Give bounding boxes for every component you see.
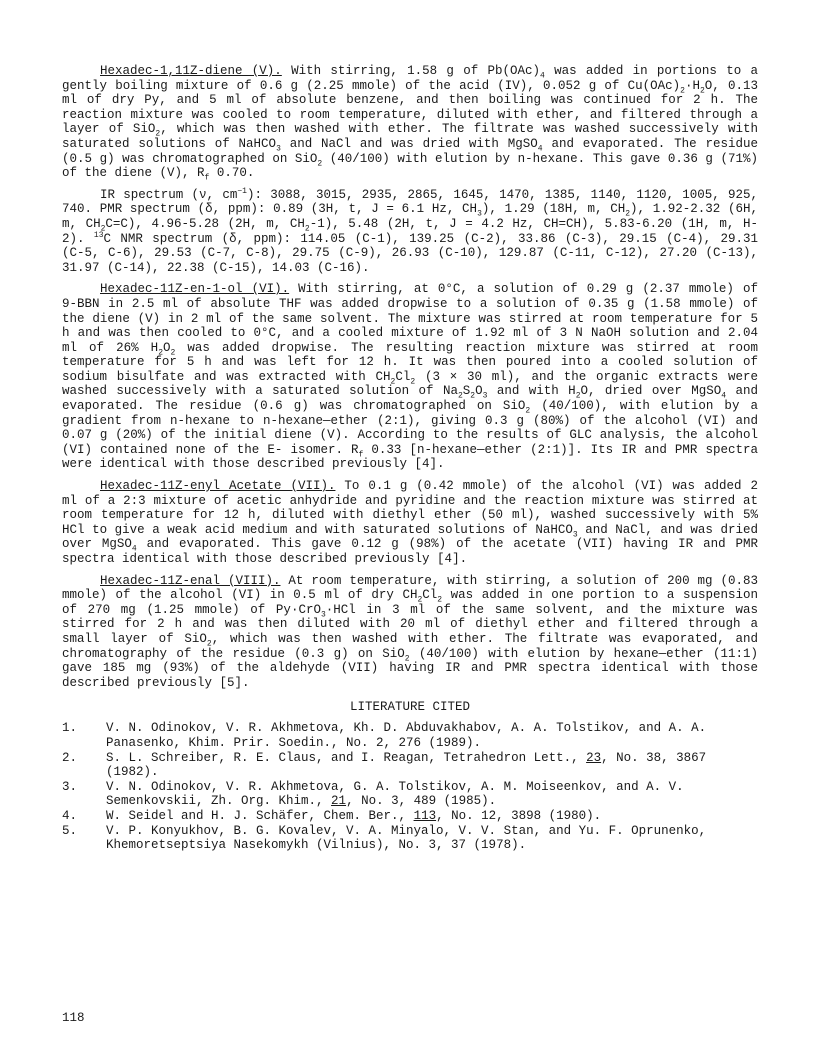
reference-item	[62, 751, 758, 780]
section-heading: Hexadec-11Z-enyl Acetate (VII).	[100, 479, 336, 494]
section-heading: Hexadec-1,11Z-diene (V).	[100, 64, 282, 78]
page-number: 118	[62, 1011, 85, 1025]
reference-number: 4.	[62, 808, 78, 823]
reference-item	[62, 721, 758, 750]
literature-cited-heading: LITERATURE CITED	[349, 700, 471, 715]
reference-text: S. L. Schreiber, R. E. Claus, and I. Reagan, Tetrahedron Lett., 23, No. 38, 3867 (1982).	[106, 750, 707, 780]
reference-text: W. Seidel and H. J. Schäfer, Chem. Ber., 113, No. 12, 3898 (1980).	[106, 808, 602, 823]
paragraph-hexadecenol: Hexadec-11Z-en-1-ol (VI). With stirring, at 0°C, a solution of 0.29 g (2.37 mmole) of 9-BBN in 2.5 ml of absolute THF was added dropwise to a solution of 0.35 g (1.58 mmole) of the diene (V) in 2 ml of the same solvent. The mixture was stirred at room temperature for 5 h and was then cooled to 0°C, and a cooled mixture of 1.92 ml of 3 N NaOH solution and 2.04 ml of 26% $H_2O_2$ was added dropwise. The resulting reaction mixture was stirred at room temperature for 5 h and was left for 12 h. It was then poured into a cooled solution of sodium bisulfate and was extracted with $CH_2Cl_2$ (3 × 30 ml), and the organic extracts were washed successively with a saturated solution of $Na_2S_2O_3$ and with $H_2O$, dried over MgSO$_4$ and evaporated. The residue (0.6 g) was chromatographed on SiO$_2$ (40/100), with elution by a gradient from n-hexane to n-hexane—ether (2:1), giving 0.3 g (80%) of the alcohol (VI) and 0.07 g (20%) of the initial diene (V). According to the results of GLC analysis, the alcohol (VI) contained none of the E- isomer. $R_f$ 0.33 [n-hexane—ether (2:1)]. Its IR and PMR spectra were identical with those described previously [4].	[62, 282, 759, 472]
reference-item	[62, 809, 758, 824]
volume-number: 113	[413, 808, 437, 823]
paragraph-hexadecadiene: Hexadec-1,11Z-diene (V). With stirring, 1.58 g of $Pb(OAc)_4$ was added in portions to a gently boiling mixture of 0.6 g (2.25 mmole) of the acid (IV), 0.052 g of $Cu(OAc)_2\cdot H_2O$, 0.13 ml of dry Py, and 5 ml of absolute benzene, and then boiling was continued for 2 h. The reaction mixture was cooled to room temperature, diluted with ether, and filtered through a layer of SiO$_2$, which was then washed with ether. The filtrate was washed successively with saturated solutions of NaHCO$_3$ and NaCl and was dried with MgSO$_4$ and evaporated. The residue (0.5 g) was chromatographed on SiO$_2$ (40/100) with elution by n-hexane. This gave 0.36 g (71%) of the diene (V), $R_f$ 0.70.	[62, 64, 758, 183]
paragraph-hexadecenyl-acetate: Hexadec-11Z-enyl Acetate (VII). To 0.1 g (0.42 mmole) of the alcohol (VI) was added 2 ml of a 2:3 mixture of acetic anhydride and pyridine and the reaction mixture was stirred at room temperature for 12 h, diluted with diethyl ether (50 ml), washed successively with 5% HCl to give a weak acid medium and with saturated solutions of NaHCO$_3$ and NaCl, and was dried over MgSO$_4$ and evaporated. This gave 0.12 g (98%) of the acetate (VII) having IR and PMR spectra identical with those described previously [4].	[62, 479, 758, 566]
reference-text: V. P. Konyukhov, B. G. Kovalev, V. A. Minyalo, V. V. Stan, and Yu. F. Oprunenko, Khemoretseptsiya Nasekomykh (Vilnius), No. 3, 37 (1978).	[106, 823, 707, 853]
reference-number: 2.	[62, 750, 78, 765]
reference-number: 1.	[62, 721, 78, 736]
paragraph-hexadecenal: Hexadec-11Z-enal (VIII). At room temperature, with stirring, a solution of 200 mg (0.83 mmole) of the alcohol (VI) in 0.5 ml of dry $CH_2Cl_2$ was added in one portion to a suspension of 270 mg (1.25 mmole) of Py·CrO$_3$·HCl in 3 ml of the same solvent, and the mixture was stirred for 2 h and was then diluted with 20 ml of diethyl ether and filtered through a small layer of SiO$_2$, which was then washed with ether. The filtrate was evaporated, and chromatography of the residue (0.3 g) on SiO$_2$ (40/100) with elution by hexane—ether (11:1) gave 185 mg (93%) of the aldehyde (VII) having IR and PMR spectra identical with those described previously [5].	[62, 573, 759, 690]
reference-item	[62, 824, 758, 853]
reference-list	[62, 721, 758, 852]
section-heading: Hexadec-11Z-enal (VIII).	[100, 573, 281, 588]
reference-number: 5.	[62, 823, 78, 838]
volume-number: 23	[586, 750, 602, 765]
section-heading: Hexadec-11Z-en-1-ol (VI).	[100, 282, 290, 297]
volume-number: 21	[331, 794, 347, 809]
reference-text: V. N. Odinokov, V. R. Akhmetova, G. A. Tolstikov, A. M. Moiseenkov, and A. V. Semenkovskii, Zh. Org. Khim., 21, No. 3, 489 (1985).	[106, 779, 684, 809]
reference-item	[62, 780, 758, 809]
reference-number: 3.	[62, 779, 78, 794]
reference-text: V. N. Odinokov, V. R. Akhmetova, Kh. D. Abduvakhabov, A. A. Tolstikov, and A. A. Panasenko, Khim. Prir. Soedin., No. 2, 276 (1989).	[106, 721, 707, 750]
paragraph-spectra: IR spectrum (ν, $cm^{-1}$): 3088, 3015, 2935, 2865, 1645, 1470, 1385, 1140, 1120, 1005, 925, 740. PMR spectrum (δ, ppm): 0.89 (3H, t, J = 6.1 Hz, $CH_3$), 1.29 (18H, m, $CH_2$), 1.92-2.32 (6H, m, $CH_2C=C$), 4.96-5.28 (2H, m, $CH_2-1$), 5.48 (2H, t, J = 4.2 Hz, CH=CH), 5.83-6.20 (1H, m, H-2). $^{13}$C NMR spectrum (δ, ppm): 114.05 (C-1), 139.25 (C-2), 33.86 (C-3), 29.15 (C-4), 29.31 (C-5, C-6), 29.53 (C-7, C-8), 29.75 (C-9), 26.93 (C-10), 129.87 (C-11, C-12), 27.20 (C-13), 31.97 (C-14), 22.38 (C-15), 14.03 (C-16).	[62, 186, 758, 275]
article-body	[62, 64, 758, 853]
